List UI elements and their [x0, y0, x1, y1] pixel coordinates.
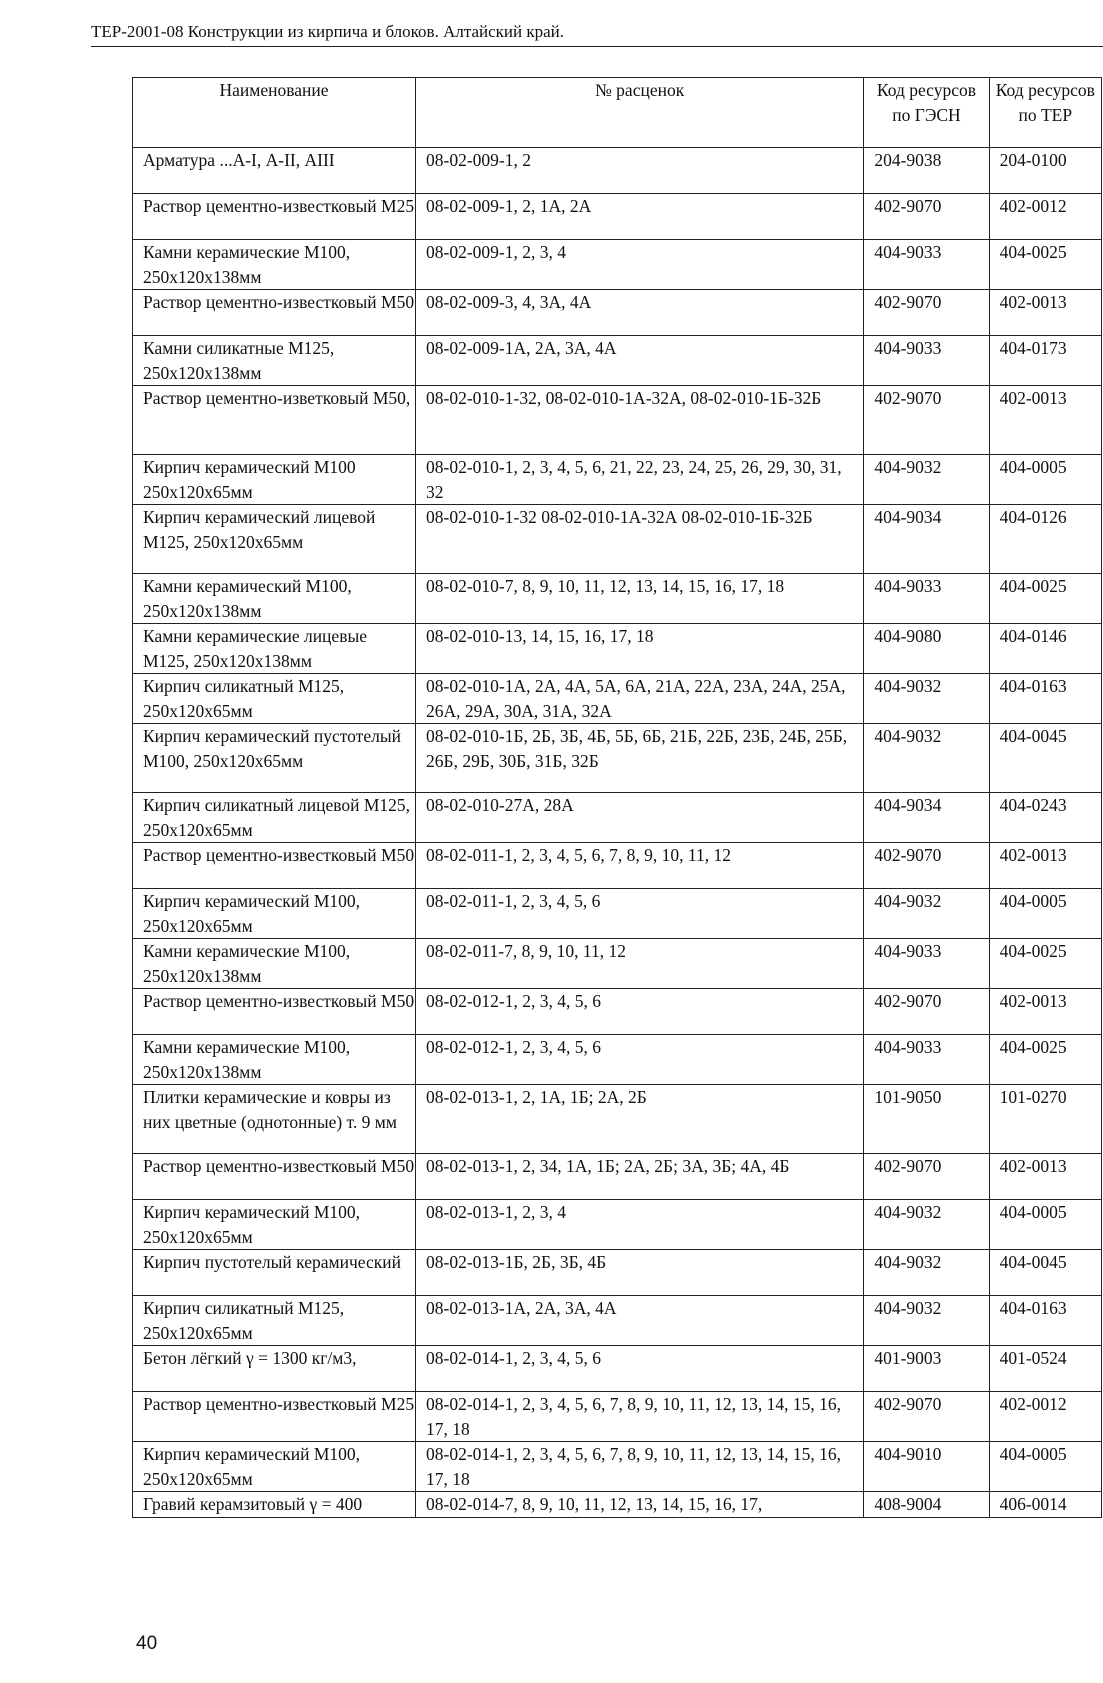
cell-rate-numbers: 08-02-013-1, 2, 3, 4 — [416, 1200, 864, 1250]
cell-name: Раствор цементно-известковый М50 — [133, 989, 416, 1035]
table-row — [133, 1154, 1102, 1200]
cell-name: Арматура ...А-I, А-II, АIII — [133, 148, 416, 194]
cell-ter-code: 402-0013 — [989, 843, 1101, 889]
cell-name: Камни керамические лицевые М125, 250x120x138мм — [133, 624, 416, 674]
cell-name: Кирпич силикатный М125, 250x120x65мм — [133, 674, 416, 724]
cell-gesn-code: 404-9032 — [864, 889, 989, 939]
cell-rate-numbers: 08-02-010-1, 2, 3, 4, 5, 6, 21, 22, 23, 24, 25, 26, 29, 30, 31, 32 — [416, 455, 864, 505]
cell-gesn-code: 402-9070 — [864, 290, 989, 336]
cell-rate-numbers: 08-02-012-1, 2, 3, 4, 5, 6 — [416, 989, 864, 1035]
cell-ter-code: 404-0146 — [989, 624, 1101, 674]
cell-rate-numbers: 08-02-010-7, 8, 9, 10, 11, 12, 13, 14, 15, 16, 17, 18 — [416, 574, 864, 624]
cell-ter-code: 404-0025 — [989, 939, 1101, 989]
column-header-rate-numbers: № расценок — [416, 78, 864, 148]
cell-rate-numbers: 08-02-010-13, 14, 15, 16, 17, 18 — [416, 624, 864, 674]
table-row — [133, 624, 1102, 674]
cell-rate-numbers: 08-02-011-7, 8, 9, 10, 11, 12 — [416, 939, 864, 989]
table-row — [133, 1250, 1102, 1296]
cell-ter-code: 404-0025 — [989, 1035, 1101, 1085]
cell-gesn-code: 404-9034 — [864, 793, 989, 843]
cell-gesn-code: 204-9038 — [864, 148, 989, 194]
cell-name: Кирпич керамический М100, 250x120x65мм — [133, 889, 416, 939]
cell-rate-numbers: 08-02-010-1А, 2А, 4А, 5А, 6А, 21А, 22А, 23А, 24А, 25А, 26А, 29А, 30А, 31А, 32А — [416, 674, 864, 724]
table-row — [133, 1035, 1102, 1085]
document-title: ТЕР-2001-08 Конструкции из кирпича и блоков. Алтайский край. — [91, 22, 565, 41]
cell-ter-code: 402-0013 — [989, 1154, 1101, 1200]
cell-name: Раствор цементно-известковый М50 — [133, 290, 416, 336]
cell-ter-code: 402-0013 — [989, 290, 1101, 336]
table-row — [133, 240, 1102, 290]
cell-name: Камни керамические М100, 250x120x138мм — [133, 1035, 416, 1085]
table-row — [133, 455, 1102, 505]
cell-rate-numbers: 08-02-009-1, 2, 1А, 2А — [416, 194, 864, 240]
cell-rate-numbers: 08-02-009-3, 4, 3А, 4А — [416, 290, 864, 336]
cell-name: Камни керамические М100, 250x120x138мм — [133, 240, 416, 290]
cell-ter-code: 401-0524 — [989, 1346, 1101, 1392]
cell-gesn-code: 408-9004 — [864, 1492, 989, 1518]
column-header-name: Наименование — [133, 78, 416, 148]
table-row — [133, 1346, 1102, 1392]
cell-ter-code: 404-0163 — [989, 674, 1101, 724]
cell-ter-code: 404-0045 — [989, 724, 1101, 793]
cell-rate-numbers: 08-02-010-27А, 28А — [416, 793, 864, 843]
cell-name: Гравий керамзитовый γ = 400 — [133, 1492, 416, 1518]
cell-name: Камни керамический М100, 250x120x138мм — [133, 574, 416, 624]
cell-rate-numbers: 08-02-011-1, 2, 3, 4, 5, 6 — [416, 889, 864, 939]
cell-rate-numbers: 08-02-010-1-32 08-02-010-1А-32А 08-02-010-1Б-32Б — [416, 505, 864, 574]
cell-gesn-code: 401-9003 — [864, 1346, 989, 1392]
page-number: 40 — [136, 1633, 158, 1654]
cell-gesn-code: 402-9070 — [864, 1154, 989, 1200]
cell-gesn-code: 404-9033 — [864, 336, 989, 386]
cell-ter-code: 402-0012 — [989, 194, 1101, 240]
table-row — [133, 1085, 1102, 1154]
table-header-row — [133, 78, 1102, 148]
cell-rate-numbers: 08-02-013-1Б, 2Б, 3Б, 4Б — [416, 1250, 864, 1296]
cell-gesn-code: 402-9070 — [864, 1392, 989, 1442]
cell-name: Раствор цементно-изветковый М50, — [133, 386, 416, 455]
cell-rate-numbers: 08-02-014-1, 2, 3, 4, 5, 6, 7, 8, 9, 10, 11, 12, 13, 14, 15, 16, 17, 18 — [416, 1392, 864, 1442]
cell-gesn-code: 404-9032 — [864, 724, 989, 793]
cell-name: Раствор цементно-известковый М50 — [133, 843, 416, 889]
cell-name: Кирпич пустотелый керамический — [133, 1250, 416, 1296]
cell-gesn-code: 404-9032 — [864, 1250, 989, 1296]
table-row — [133, 1200, 1102, 1250]
cell-gesn-code: 404-9032 — [864, 1296, 989, 1346]
cell-name: Раствор цементно-известковый М25 — [133, 1392, 416, 1442]
cell-ter-code: 402-0013 — [989, 386, 1101, 455]
cell-ter-code: 404-0005 — [989, 455, 1101, 505]
cell-rate-numbers: 08-02-013-1А, 2А, 3А, 4А — [416, 1296, 864, 1346]
cell-ter-code: 204-0100 — [989, 148, 1101, 194]
cell-rate-numbers: 08-02-014-1, 2, 3, 4, 5, 6 — [416, 1346, 864, 1392]
table-row — [133, 386, 1102, 455]
table-row — [133, 1392, 1102, 1442]
cell-ter-code: 404-0005 — [989, 1200, 1101, 1250]
cell-gesn-code: 404-9032 — [864, 674, 989, 724]
cell-name: Раствор цементно-известковый М50 — [133, 1154, 416, 1200]
cell-gesn-code: 101-9050 — [864, 1085, 989, 1154]
cell-rate-numbers: 08-02-010-1-32, 08-02-010-1А-32А, 08-02-010-1Б-32Б — [416, 386, 864, 455]
cell-gesn-code: 404-9033 — [864, 574, 989, 624]
page-header — [91, 20, 1103, 47]
cell-ter-code: 404-0005 — [989, 1442, 1101, 1492]
cell-rate-numbers: 08-02-009-1А, 2А, 3А, 4А — [416, 336, 864, 386]
table-row — [133, 1296, 1102, 1346]
cell-ter-code: 404-0025 — [989, 574, 1101, 624]
cell-name: Кирпич керамический пустотелый М100, 250x120x65мм — [133, 724, 416, 793]
table-row — [133, 505, 1102, 574]
cell-rate-numbers: 08-02-013-1, 2, 34, 1А, 1Б; 2А, 2Б; 3А, 3Б; 4А, 4Б — [416, 1154, 864, 1200]
cell-rate-numbers: 08-02-009-1, 2, 3, 4 — [416, 240, 864, 290]
cell-name: Кирпич силикатный лицевой М125, 250x120x65мм — [133, 793, 416, 843]
table-row — [133, 889, 1102, 939]
cell-rate-numbers: 08-02-009-1, 2 — [416, 148, 864, 194]
cell-name: Кирпич силикатный М125, 250x120x65мм — [133, 1296, 416, 1346]
cell-name: Кирпич керамический М100 250x120x65мм — [133, 455, 416, 505]
column-header-ter-code: Код ресурсов по ТЕР — [989, 78, 1101, 148]
table-row — [133, 574, 1102, 624]
cell-ter-code: 404-0025 — [989, 240, 1101, 290]
cell-gesn-code: 404-9032 — [864, 455, 989, 505]
table-row — [133, 724, 1102, 793]
table-row — [133, 843, 1102, 889]
table-row — [133, 989, 1102, 1035]
cell-rate-numbers: 08-02-012-1, 2, 3, 4, 5, 6 — [416, 1035, 864, 1085]
cell-rate-numbers: 08-02-014-1, 2, 3, 4, 5, 6, 7, 8, 9, 10, 11, 12, 13, 14, 15, 16, 17, 18 — [416, 1442, 864, 1492]
cell-ter-code: 404-0126 — [989, 505, 1101, 574]
cell-gesn-code: 404-9032 — [864, 1200, 989, 1250]
cell-ter-code: 404-0005 — [989, 889, 1101, 939]
cell-rate-numbers: 08-02-010-1Б, 2Б, 3Б, 4Б, 5Б, 6Б, 21Б, 22Б, 23Б, 24Б, 25Б, 26Б, 29Б, 30Б, 31Б, 32Б — [416, 724, 864, 793]
cell-gesn-code: 404-9033 — [864, 939, 989, 989]
table-row — [133, 336, 1102, 386]
cell-ter-code: 404-0243 — [989, 793, 1101, 843]
table-row — [133, 148, 1102, 194]
cell-gesn-code: 404-9033 — [864, 1035, 989, 1085]
cell-name: Раствор цементно-известковый М25 — [133, 194, 416, 240]
resource-code-table — [132, 77, 1102, 1518]
table-row — [133, 793, 1102, 843]
table-row — [133, 939, 1102, 989]
table-row — [133, 674, 1102, 724]
cell-name: Кирпич керамический М100, 250x120x65мм — [133, 1200, 416, 1250]
cell-rate-numbers: 08-02-014-7, 8, 9, 10, 11, 12, 13, 14, 15, 16, 17, — [416, 1492, 864, 1518]
table-row — [133, 194, 1102, 240]
table-body — [133, 148, 1102, 1518]
cell-gesn-code: 404-9033 — [864, 240, 989, 290]
cell-ter-code: 101-0270 — [989, 1085, 1101, 1154]
cell-ter-code: 404-0045 — [989, 1250, 1101, 1296]
cell-name: Камни керамические М100, 250x120x138мм — [133, 939, 416, 989]
table-row — [133, 1442, 1102, 1492]
cell-ter-code: 404-0173 — [989, 336, 1101, 386]
cell-gesn-code: 402-9070 — [864, 843, 989, 889]
table-row — [133, 1492, 1102, 1518]
cell-name: Камни силикатные М125, 250x120x138мм — [133, 336, 416, 386]
cell-name: Кирпич керамический лицевой М125, 250x120x65мм — [133, 505, 416, 574]
cell-name: Кирпич керамический М100, 250x120x65мм — [133, 1442, 416, 1492]
cell-rate-numbers: 08-02-013-1, 2, 1А, 1Б; 2А, 2Б — [416, 1085, 864, 1154]
cell-gesn-code: 402-9070 — [864, 386, 989, 455]
cell-ter-code: 402-0013 — [989, 989, 1101, 1035]
column-header-gesn-code: Код ресурсов по ГЭСН — [864, 78, 989, 148]
cell-name: Плитки керамические и ковры из них цветные (однотонные) т. 9 мм — [133, 1085, 416, 1154]
cell-ter-code: 406-0014 — [989, 1492, 1101, 1518]
cell-gesn-code: 404-9034 — [864, 505, 989, 574]
cell-gesn-code: 404-9080 — [864, 624, 989, 674]
table-row — [133, 290, 1102, 336]
cell-gesn-code: 402-9070 — [864, 989, 989, 1035]
cell-name: Бетон лёгкий γ = 1300 кг/м3, — [133, 1346, 416, 1392]
cell-ter-code: 402-0012 — [989, 1392, 1101, 1442]
cell-ter-code: 404-0163 — [989, 1296, 1101, 1346]
cell-gesn-code: 404-9010 — [864, 1442, 989, 1492]
cell-gesn-code: 402-9070 — [864, 194, 989, 240]
cell-rate-numbers: 08-02-011-1, 2, 3, 4, 5, 6, 7, 8, 9, 10, 11, 12 — [416, 843, 864, 889]
